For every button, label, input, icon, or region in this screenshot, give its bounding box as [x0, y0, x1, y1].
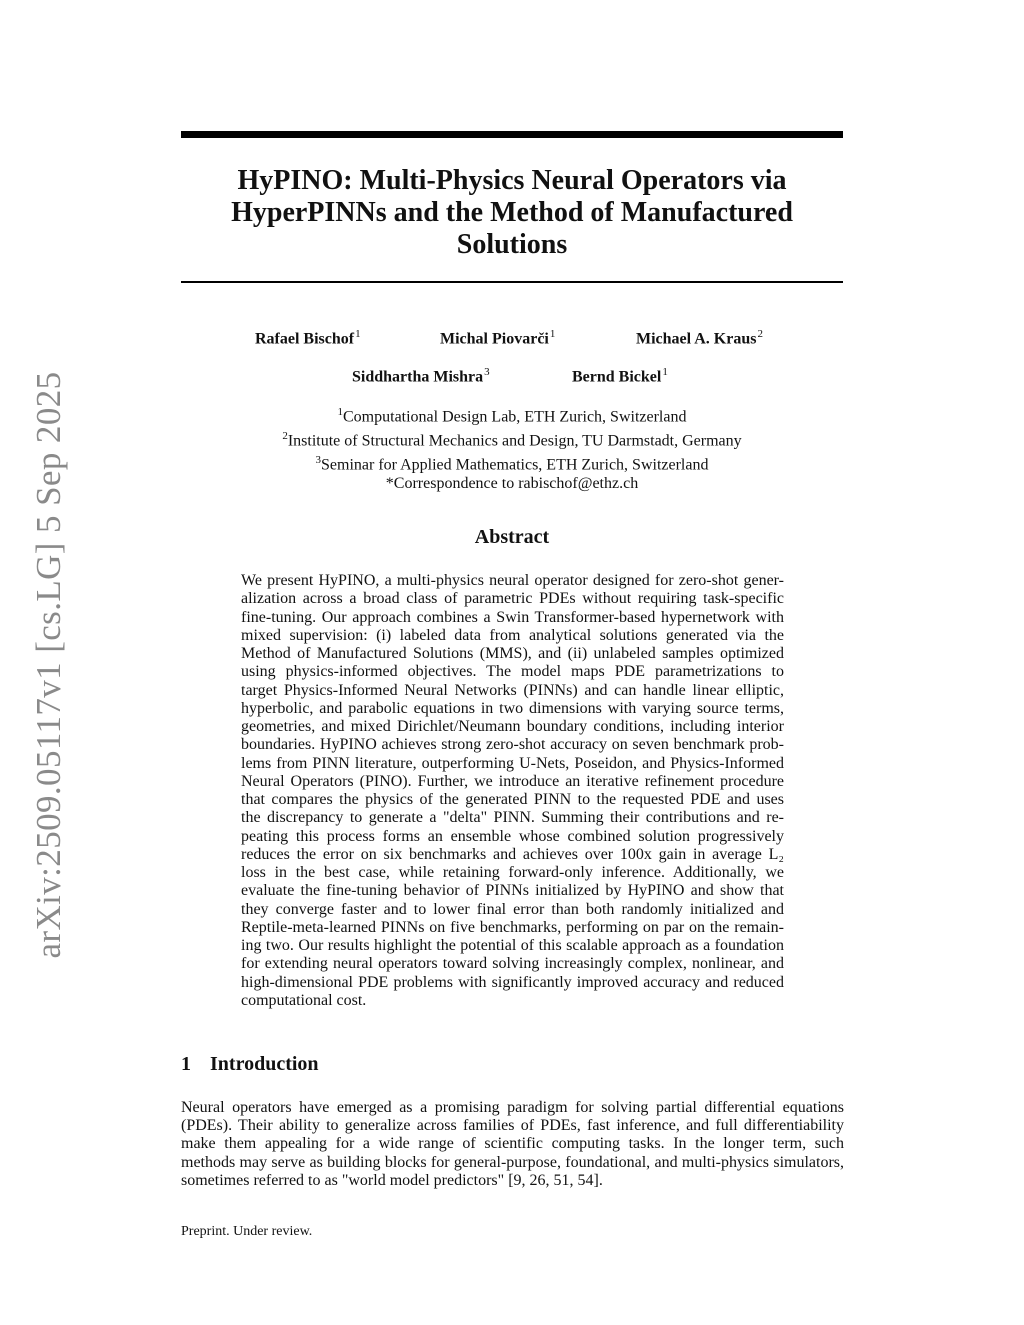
- affiliation-text: Seminar for Applied Mathematics, ETH Zurich, Switzerland: [321, 455, 709, 473]
- introduction-body: [181, 1099, 844, 1190]
- affiliation-mark: 3: [315, 453, 322, 466]
- abstract-line: evaluate the fine-tuning behavior of PINNs initialized by HyPINO and show that: [241, 882, 784, 900]
- abstract-line: target Physics-Informed Neural Networks (PINNs) and can handle linear elliptic,: [241, 681, 784, 699]
- abstract-line: they converge faster and to lower final error than both randomly initialized and: [241, 900, 784, 918]
- abstract-line: the discrepancy to generate a "delta" PINN. Summing their contributions and re-: [241, 809, 784, 827]
- abstract-line: mixed supervision: (i) labeled data from analytical solutions generated via the: [241, 626, 784, 644]
- author-name: Michal Piovarči: [440, 330, 549, 348]
- abstract-heading: Abstract: [474, 526, 550, 548]
- affiliation-mark: 1: [337, 406, 343, 418]
- intro-line: make them appealing for a wide range of scientific computing tasks. In the longer term, such: [181, 1135, 844, 1153]
- affiliations: [181, 403, 843, 494]
- abstract-line: boundaries. HyPINO achieves strong zero-shot accuracy on seven benchmark prob-: [241, 736, 784, 754]
- abstract-line: fine-tuning. Our approach combines a Swin Transformer-based hypernetwork with: [241, 608, 784, 626]
- abstract-line: hyperbolic, and parabolic equations in two dimensions with varying source terms,: [241, 699, 784, 717]
- abstract-line: using physics-informed objectives. The model maps PDE parametrizations to: [241, 663, 784, 681]
- correspondence: *Correspondence to rabischof@ethz.ch: [385, 475, 639, 493]
- abstract-line: Reptile-meta-learned PINNs on five benchmarks, performing on par on the remain-: [241, 918, 784, 936]
- abstract-line: Method of Manufactured Solutions (MMS), and (ii) unlabeled samples optimized: [241, 645, 784, 662]
- intro-line: sometimes referred to as "world model predictors" [9, 26, 51, 54].: [181, 1171, 603, 1189]
- intro-line: (PDEs). Their ability to generalize across families of PDEs, fast inference, and full differentiability: [181, 1117, 844, 1135]
- abstract-line: Neural Operators (PINO). Further, we introduce an iterative refinement procedure: [241, 772, 784, 790]
- affiliation: [181, 427, 843, 451]
- title-line: HyperPINNs and the Method of Manufactured: [231, 197, 793, 228]
- author-affiliation-mark: 3: [484, 366, 490, 378]
- abstract-line: geometries, and mixed Dirichlet/Neumann boundary conditions, including interior: [241, 718, 784, 735]
- affiliation: [181, 403, 843, 427]
- top-rule: [181, 131, 843, 138]
- abstract-line: loss in the best case, while retaining forward-only inference. Additionally, we: [241, 864, 784, 881]
- author-affiliation-mark: 1: [355, 328, 361, 340]
- paper-title: [181, 165, 843, 261]
- affiliation-text: Computational Design Lab, ETH Zurich, Switzerland: [343, 408, 687, 426]
- abstract-line: lems from PINN literature, outperforming U-Nets, Poseidon, and Physics-Informed: [241, 754, 784, 772]
- author-name: Siddhartha Mishra: [352, 368, 484, 386]
- abstract-line: reduces the error on six benchmarks and achieves over 100x gain in average L₂: [241, 845, 784, 863]
- intro-line: methods may serve as building blocks for general-purpose, foundational, and multi-physics simulators,: [181, 1153, 844, 1171]
- title-line: Solutions: [456, 229, 568, 260]
- footer-note: Preprint. Under review.: [181, 1224, 313, 1239]
- title-line: HyPINO: Multi-Physics Neural Operators via: [237, 165, 787, 196]
- author: [572, 366, 668, 386]
- abstract-line: alization across a broad class of parametric PDEs without requiring task-specific: [241, 590, 784, 608]
- abstract-line: computational cost.: [241, 991, 367, 1009]
- abstract-body: [241, 572, 784, 1010]
- author: [255, 328, 361, 348]
- author: [636, 328, 763, 348]
- abstract-line: for extending neural operators toward solving increasingly complex, nonlinear, and: [241, 955, 784, 973]
- author-affiliation-mark: 1: [662, 366, 668, 378]
- abstract-line: We present HyPINO, a multi-physics neural operator designed for zero-shot gener-: [241, 572, 784, 589]
- intro-line: Neural operators have emerged as a promising paradigm for solving partial differential equations: [181, 1099, 844, 1116]
- section-number: 1: [181, 1053, 191, 1075]
- abstract-line: ing two. Our results highlight the potential of this scalable approach as a foundation: [241, 937, 784, 954]
- arxiv-identifier: arXiv:2509.05117v1 [cs.LG] 5 Sep 2025: [29, 371, 68, 959]
- affiliation-mark: 2: [282, 429, 288, 442]
- author-name: Bernd Bickel: [572, 368, 662, 386]
- title-bottom-rule: [181, 281, 843, 283]
- affiliation-text: Institute of Structural Mechanics and Design, TU Darmstadt, Germany: [287, 432, 742, 450]
- abstract-line: high-dimensional PDE problems with significantly improved accuracy and reduced: [241, 973, 784, 991]
- section-heading-introduction: [181, 1053, 319, 1076]
- author-name: Michael A. Kraus: [636, 330, 757, 348]
- abstract-line: that compares the physics of the generated PINN to the requested PDE and uses: [241, 791, 784, 808]
- abstract-line: peating this process forms an ensemble whose combined solution progressively: [241, 827, 784, 845]
- author: [440, 328, 555, 348]
- author-affiliation-mark: 1: [549, 328, 556, 340]
- author: [352, 366, 490, 386]
- author-affiliation-mark: 2: [757, 328, 763, 340]
- author-name: Rafael Bischof: [255, 330, 355, 348]
- section-title: Introduction: [210, 1053, 319, 1075]
- affiliation: [181, 451, 843, 475]
